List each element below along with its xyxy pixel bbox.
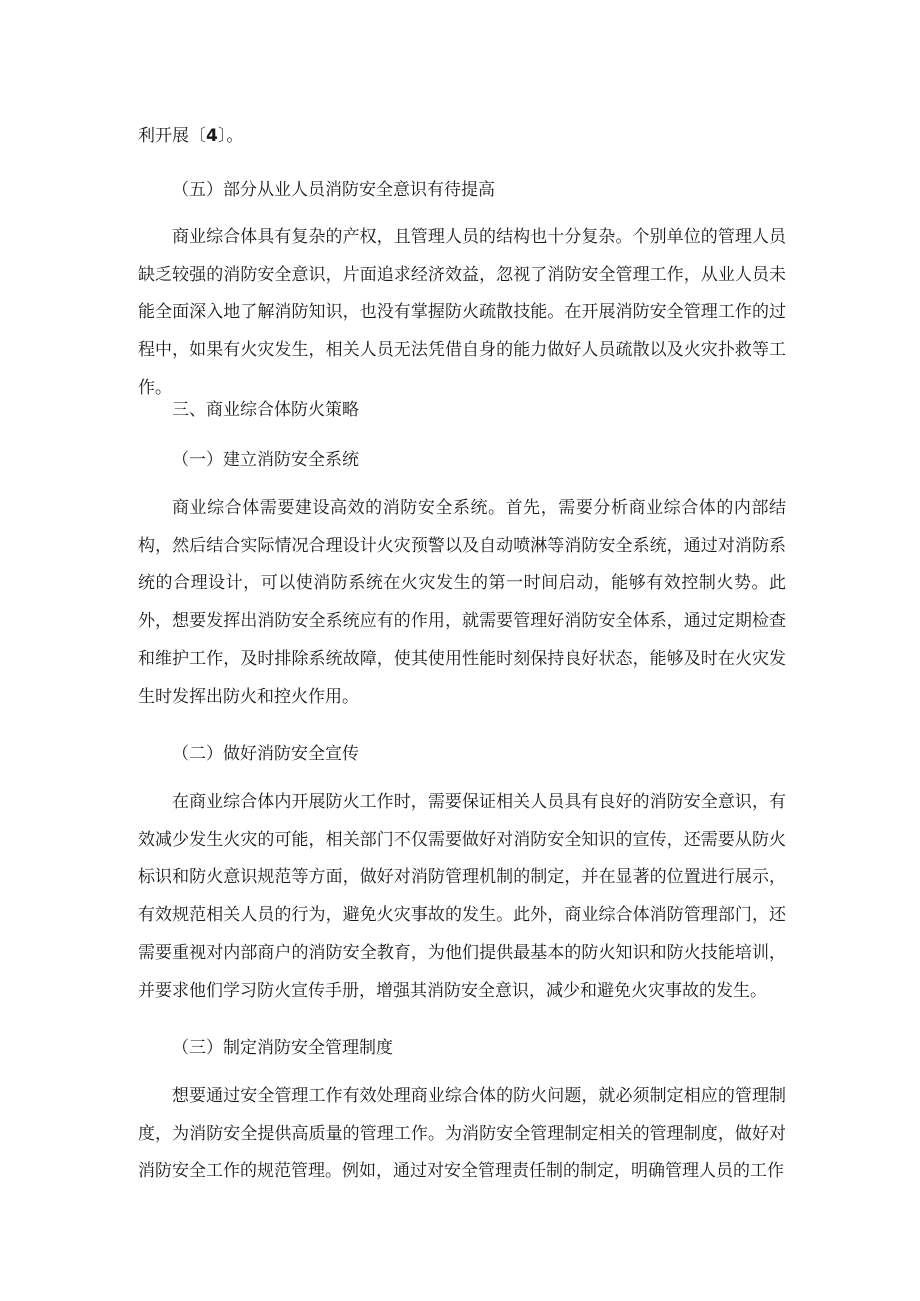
continuation-line <box>138 124 243 148</box>
citation-ref: 4 <box>206 126 218 146</box>
continuation-suffix: 〕。 <box>217 126 244 146</box>
subsection-heading-3: （三）制定消防安全管理制度 <box>172 1038 393 1058</box>
subsection-2-paragraph: 在商业综合体内开展防火工作时，需要保证相关人员具有良好的消防安全意识，有效减少发生火灾的可能，相关部门不仅需要做好对消防安全知识的宣传，还需要从防火标识和防火意识规范等方面，做好对消防管理机制的制定，并在显著的位置进行展示，有效规范相关人员的行为，避免火灾事故的发生。此外，商业综合体消防管理部门，还需要重视对内部商户的消防安全教育，为他们提供最基本的防火知识和防火技能培训，并要求他们学习防火宣传手册，增强其消防安全意识，减少和避免火灾事故的发生。 <box>138 792 786 1001</box>
section-5-paragraph: 商业综合体具有复杂的产权，且管理人员的结构也十分复杂。个别单位的管理人员缺乏较强的消防安全意识，片面追求经济效益，忽视了消防安全管理工作，从业人员未能全面深入地了解消防知识，也没有掌握防火疏散技能。在开展消防安全管理工作的过程中，如果有火灾发生，相关人员无法凭借自身的能力做好人员疏散以及火灾扑救等工作。 <box>138 227 786 398</box>
section-heading-5: （五）部分从业人员消防安全意识有待提高 <box>172 180 495 200</box>
subsection-3-paragraph: 想要通过安全管理工作有效处理商业综合体的防火问题，就必须制定相应的管理制度，为消防安全提供高质量的管理工作。为消防安全管理制定相关的管理制度，做好对消防安全工作的规范管理。例如，通过对安全管理责任制的制定，明确管理人员的工作 <box>138 1086 786 1182</box>
continuation-prefix: 利开展〔 <box>138 126 206 146</box>
chapter-heading-3: 三、商业综合体防火策略 <box>172 400 359 420</box>
subsection-heading-1: （一）建立消防安全系统 <box>172 450 359 470</box>
subsection-heading-2: （二）做好消防安全宣传 <box>172 744 359 764</box>
subsection-1-paragraph: 商业综合体需要建设高效的消防安全系统。首先，需要分析商业综合体的内部结构，然后结合实际情况合理设计火灾预警以及自动喷淋等消防安全系统，通过对消防系统的合理设计，可以使消防系统在火灾发生的第一时间启动，能够有效控制火势。此外，想要发挥出消防安全系统应有的作用，就需要管理好消防安全体系，通过定期检查和维护工作，及时排除系统故障，使其使用性能时刻保持良好状态，能够及时在火灾发生时发挥出防火和控火作用。 <box>138 498 786 707</box>
